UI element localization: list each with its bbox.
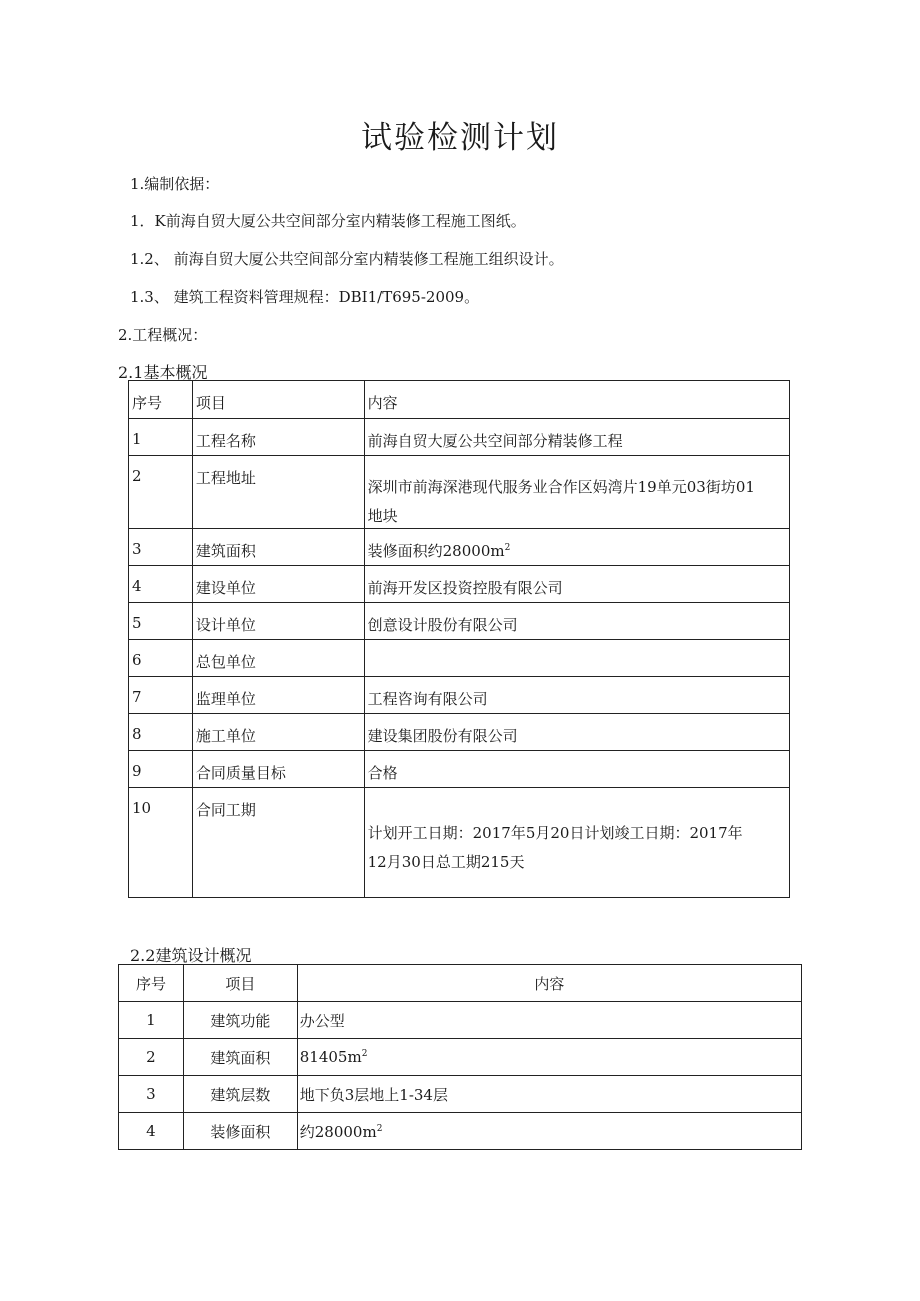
table-row	[129, 603, 790, 640]
cell-content-line-2: 地块	[367, 507, 398, 525]
cell-item: 建筑面积	[183, 1039, 297, 1076]
header-cell-no: 序号	[129, 381, 193, 419]
header-cell-item: 项目	[183, 965, 297, 1002]
cell-no: 10	[129, 788, 193, 898]
cell-item: 监理单位	[192, 677, 364, 714]
section-2-2-heading: 2.2建筑设计概况	[130, 946, 252, 965]
cell-content: 建设集团股份有限公司	[364, 714, 789, 751]
cell-item: 建设单位	[192, 566, 364, 603]
table-row	[129, 529, 790, 566]
superscript: 2	[361, 1049, 368, 1059]
cell-no: 5	[129, 603, 193, 640]
cell-no: 4	[119, 1113, 184, 1150]
page-title: 试验检测计划	[361, 120, 559, 156]
cell-content-line-1: 计划开工日期：2017年5月20日计划竣工日期：2017年	[367, 824, 743, 842]
cell-no: 1	[129, 419, 193, 456]
cell-item: 合同工期	[192, 788, 364, 898]
basis-item-2: 1.2、 前海自贸大厦公共空间部分室内精装修工程施工组织设计。	[130, 250, 564, 268]
section-2-1-heading: 2.1基本概况	[118, 363, 208, 382]
overview-heading: 2.工程概况：	[118, 326, 208, 344]
table-header-row	[129, 381, 790, 419]
table-row	[129, 566, 790, 603]
cell-no: 2	[129, 456, 193, 529]
table-row	[129, 714, 790, 751]
cell-item: 合同质量目标	[192, 751, 364, 788]
cell-content-line-2: 12月30日总工期215天	[367, 853, 525, 871]
cell-content-line-1: 深圳市前海深港现代服务业合作区妈湾片19单元03街坊01	[367, 478, 755, 496]
table-row	[129, 677, 790, 714]
basis-heading: 1.编制依据：	[130, 175, 220, 193]
superscript: 2	[504, 543, 511, 553]
table-row	[129, 456, 790, 529]
cell-content	[364, 456, 789, 529]
cell-item: 建筑面积	[192, 529, 364, 566]
table-row	[119, 1076, 802, 1113]
cell-item: 建筑功能	[183, 1002, 297, 1039]
cell-no: 8	[129, 714, 193, 751]
cell-content	[297, 1039, 801, 1076]
cell-content	[364, 640, 789, 677]
header-cell-content: 内容	[297, 965, 801, 1002]
table-row	[129, 788, 790, 898]
cell-item: 总包单位	[192, 640, 364, 677]
cell-no: 2	[119, 1039, 184, 1076]
cell-content: 工程咨询有限公司	[364, 677, 789, 714]
cell-no: 1	[119, 1002, 184, 1039]
superscript: 2	[376, 1123, 383, 1134]
cell-item: 设计单位	[192, 603, 364, 640]
cell-no: 6	[129, 640, 193, 677]
table-row	[119, 1002, 802, 1039]
cell-content	[364, 788, 789, 898]
table-row	[119, 1039, 802, 1076]
cell-item: 装修面积	[183, 1113, 297, 1150]
cell-content-text: 约28000m	[299, 1122, 377, 1141]
header-cell-no: 序号	[119, 965, 184, 1002]
table-row	[129, 419, 790, 456]
cell-content-text: 装修面积约28000m	[367, 542, 505, 560]
cell-content: 前海开发区投资控股有限公司	[364, 566, 789, 603]
cell-item: 工程名称	[192, 419, 364, 456]
cell-item: 工程地址	[192, 456, 364, 529]
cell-item: 建筑层数	[183, 1076, 297, 1113]
cell-no: 4	[129, 566, 193, 603]
cell-content: 合格	[364, 751, 789, 788]
cell-no: 3	[129, 529, 193, 566]
cell-content: 地下负3层地上1-34层	[297, 1076, 801, 1113]
cell-content: 办公型	[297, 1002, 801, 1039]
table-row	[119, 1113, 802, 1150]
cell-no: 9	[129, 751, 193, 788]
design-overview-table	[118, 964, 802, 1150]
cell-content: 前海自贸大厦公共空间部分精装修工程	[364, 419, 789, 456]
cell-content: 创意设计股份有限公司	[364, 603, 789, 640]
cell-no: 7	[129, 677, 193, 714]
cell-no: 3	[119, 1076, 184, 1113]
cell-content	[364, 529, 789, 566]
basis-item-3: 1.3、 建筑工程资料管理规程：DBI1/T695-2009。	[130, 288, 480, 306]
cell-item: 施工单位	[192, 714, 364, 751]
header-cell-content: 内容	[364, 381, 789, 419]
cell-content-text: 81405m	[299, 1048, 362, 1066]
table-row	[129, 640, 790, 677]
basis-item-1: 1．K前海自贸大厦公共空间部分室内精装修工程施工图纸。	[130, 212, 526, 230]
cell-content	[297, 1113, 801, 1150]
table-row	[129, 751, 790, 788]
basic-overview-table	[128, 380, 790, 898]
table-header-row	[119, 965, 802, 1002]
header-cell-item: 项目	[192, 381, 364, 419]
